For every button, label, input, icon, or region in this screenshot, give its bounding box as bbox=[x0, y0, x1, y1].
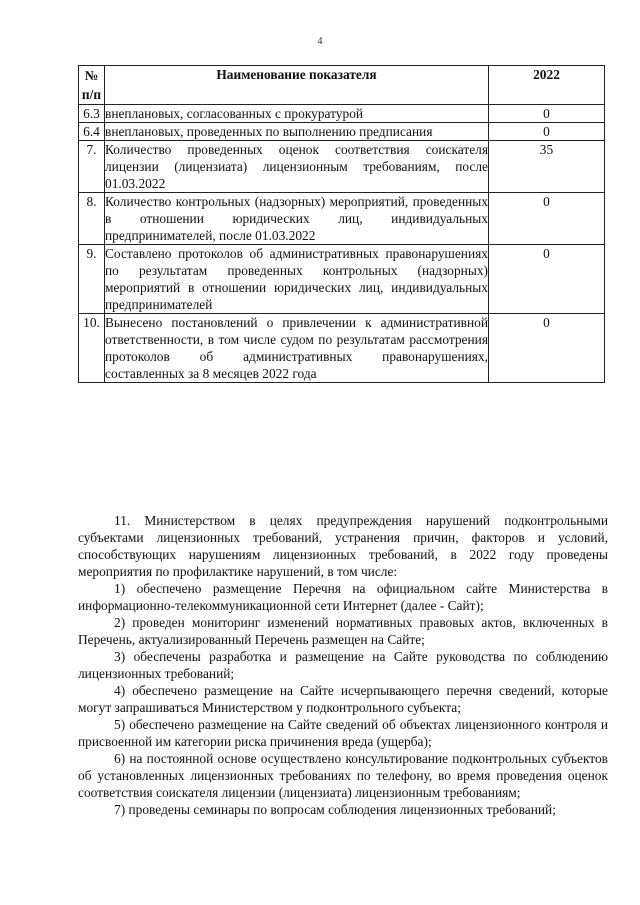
row-value: 0 bbox=[489, 245, 605, 314]
table-row bbox=[79, 141, 605, 193]
list-item: 7) проведены семинары по вопросам соблюдения лицензионных требований; bbox=[114, 802, 556, 817]
table-row bbox=[79, 245, 605, 314]
row-name: Количество контрольных (надзорных) мероприятий, проведенных в отношении юридических лиц, индивидуальных предпринимателей, после 01.03.2022 bbox=[105, 194, 488, 243]
list-item: 2) проведен мониторинг изменений нормативных правовых актов, включенных в Перечень, актуализированный Перечень размещен на Сайте; bbox=[78, 615, 608, 647]
header-name: Наименование показателя bbox=[105, 66, 489, 105]
row-value: 0 bbox=[489, 105, 605, 123]
indicators-table bbox=[78, 65, 605, 383]
row-name: Составлено протоколов об административных правонарушениях по результатам проведенных контрольных (надзорных) мероприятий в отношении юридических лиц, индивидуальных предпринимателей bbox=[105, 246, 488, 312]
row-value: 0 bbox=[489, 193, 605, 245]
row-num: 6.3 bbox=[79, 105, 105, 123]
row-name: внеплановых, согласованных с прокуратурой bbox=[105, 105, 489, 123]
body-text bbox=[78, 512, 608, 818]
row-value: 0 bbox=[489, 314, 605, 383]
row-num: 7. bbox=[79, 141, 105, 193]
list-item: 1) обеспечено размещение Перечня на официальном сайте Министерства в информационно-телекоммуникационной сети Интернет (далее - Сайт); bbox=[78, 581, 608, 613]
row-value: 0 bbox=[489, 123, 605, 141]
row-num: 8. bbox=[79, 193, 105, 245]
list-item: 3) обеспечены разработка и размещение на Сайте руководства по соблюдению лицензионных требований; bbox=[78, 649, 608, 681]
paragraph-intro: 11. Министерством в целях предупреждения нарушений подконтрольными субъектами лицензионных требований, устранения причин, факторов и условий, способствующих нарушениям лицензионных требований, в 2022 году проведены мероприятия по профилактике нарушений, в том числе: bbox=[78, 513, 608, 579]
row-name: внеплановых, проведенных по выполнению предписания bbox=[105, 123, 489, 141]
list-item: 6) на постоянной основе осуществлено консультирование подконтрольных субъектов об установленных лицензионных требованиях по телефону, во время проведения оценок соответствия соискателя лицензии (лицензиата) лицензионным требованиям; bbox=[78, 751, 608, 800]
table-row bbox=[79, 123, 605, 141]
table-header-row bbox=[79, 66, 605, 105]
row-name: Количество проведенных оценок соответствия соискателя лицензии (лицензиата) лицензионным требованиям, после 01.03.2022 bbox=[105, 142, 488, 191]
row-value: 35 bbox=[489, 141, 605, 193]
list-item: 5) обеспечено размещение на Сайте сведений об объектах лицензионного контроля и присвоенной им категории риска причинения вреда (ущерба); bbox=[78, 717, 608, 749]
row-num: 6.4 bbox=[79, 123, 105, 141]
row-name: Вынесено постановлений о привлечении к административной ответственности, в том числе судом по результатам рассмотрения протоколов об административных правонарушениях, составленных за 8 месяцев 2022 года bbox=[105, 315, 488, 381]
header-num: № п/п bbox=[79, 66, 105, 105]
page-number: 4 bbox=[317, 36, 323, 47]
table-row bbox=[79, 314, 605, 383]
row-num: 10. bbox=[79, 314, 105, 383]
table-row bbox=[79, 193, 605, 245]
table-row bbox=[79, 105, 605, 123]
header-year: 2022 bbox=[489, 66, 605, 105]
row-num: 9. bbox=[79, 245, 105, 314]
list-item: 4) обеспечено размещение на Сайте исчерпывающего перечня сведений, которые могут запрашиваться Министерством у подконтрольного субъекта; bbox=[78, 683, 608, 715]
